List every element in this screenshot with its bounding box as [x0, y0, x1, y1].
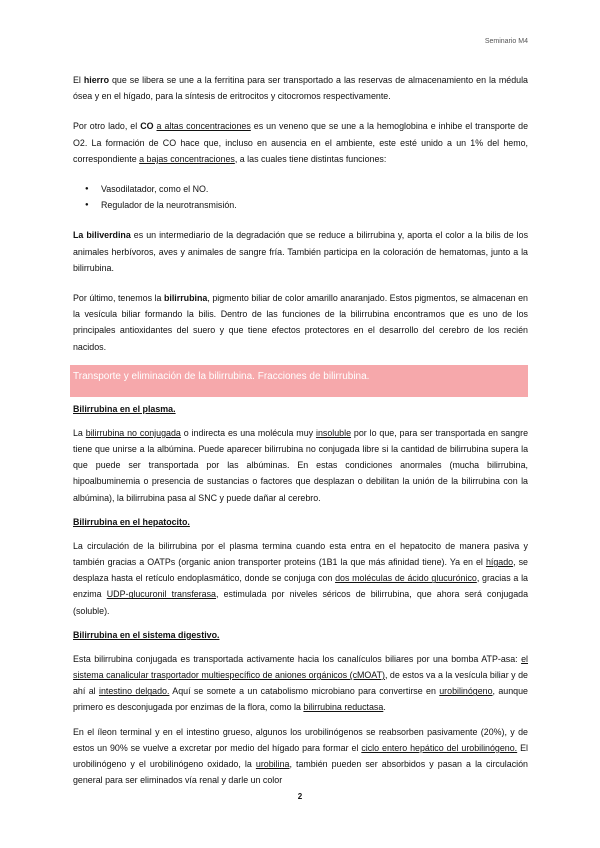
paragraph-co: Por otro lado, el CO a altas concentraciones es un veneno que se une a la hemoglobina e inhibe el transporte de O2. La formación de CO hace que, incluso en ausencia en el ambiente, este esté unido a un 1% del hemo, correspondiente a bajas concentraciones, a las cuales tiene distintas funciones:	[73, 121, 529, 164]
section-heading-band	[70, 365, 528, 397]
list-item: ● Regulador de la neurotransmisión.	[73, 197, 528, 213]
document-body	[73, 72, 528, 789]
paragraph-digestivo-1: Esta bilirrubina conjugada es transportada activamente hacia los canalículos biliares por una bomba ATP-asa: el sistema canalicular trasportador multiespecífico de aniones orgánicos (cMOAT), de estos va a la vesícula biliar y de ahí al intestino delgado. Aquí se somete a un catabolismo microbiano para convertirse en urobilinógeno, aunque primero es desconjugada por enzimas de la flora, como la bilirrubina reductasa.	[73, 653, 528, 713]
subheading-hepatocito: Bilirrubina en el hepatocito.	[73, 516, 190, 527]
paragraph-plasma: La bilirrubina no conjugada o indirecta es una molécula muy insoluble por lo que, para ser transportada en sangre tiene que unirse a la albúmina. Puede aparecer bilirrubina no conjugada libre si la cantidad de bilirrubina supera la que puede ser transportada por las albúminas. En estas condiciones anormales (mucha bilirrubina, hipoalbuminemia o presencia de sustancias o factores que desplazan o debilitan la unión de la bilirrubina con la albúmina), la bilirrubina pasa al SNC y puede dañar al cerebro.	[73, 427, 529, 503]
page-number: 2	[297, 792, 303, 801]
list-item: ● Vasodilatador, como el NO.	[73, 181, 528, 197]
subheading-digestivo: Bilirrubina en el sistema digestivo.	[73, 629, 220, 640]
section-title: Transporte y eliminación de la bilirrubina. Fracciones de bilirrubina.	[73, 370, 370, 382]
subheading-plasma: Bilirrubina en el plasma.	[73, 403, 176, 414]
paragraph-biliverdina: La biliverdina es un intermediario de la degradación que se reduce a bilirrubina y, aporta el color a la bilis de los animales herbívoros, aves y animales de sangre fría. También participa en la coloración de hematomas, junto a la bilirrubina.	[73, 230, 529, 273]
paragraph-hepatocito: La circulación de la bilirrubina por el plasma termina cuando esta entra en el hepatocito de manera pasiva y también gracias a OATPs (organic anion transporter proteins (1B1 la que más afinidad tiene). Ya en el hígado, se desplaza hasta el retículo endoplasmático, donde se conjuga con dos moléculas de ácido glucurónico, gracias a la enzima UDP-glucuronil transferasa, estimulada por niveles séricos de bilirrubina, que ahora será conjugada (soluble).	[73, 540, 529, 616]
paragraph-bilirrubina: Por último, tenemos la bilirrubina, pigmento biliar de color amarillo anaranjado. Estos pigmentos, se almacenan en la vesícula biliar formando la bilis. Dentro de las funciones de la bilirrubina encontramos que es uno de los principales antioxidantes del suero y que tiene efectos protectores en el desarrollo del cerebro de los recién nacidos.	[73, 293, 528, 352]
paragraph-hierro: El hierro que se libera se une a la ferritina para ser transportado a las reservas de almacenamiento en la médula ósea y en el hígado, para la síntesis de eritrocitos y citocromos respectivamente.	[73, 75, 528, 102]
paragraph-digestivo-2: En el íleon terminal y en el intestino grueso, algunos los urobilinógenos se reabsorben pasivamente (20%), y de estos un 90% se vuelve a excretar por medio del hígado para formar el ciclo entero hepático del urobilinógeno. El urobilinógeno y el urobilinógeno oxidado, la urobilina, también pueden ser absorbidos y pasan a la circulación general para ser eliminados vía renal y darle un color	[73, 726, 528, 786]
co-functions-list	[73, 181, 528, 213]
running-header: Seminario M4	[484, 38, 528, 45]
